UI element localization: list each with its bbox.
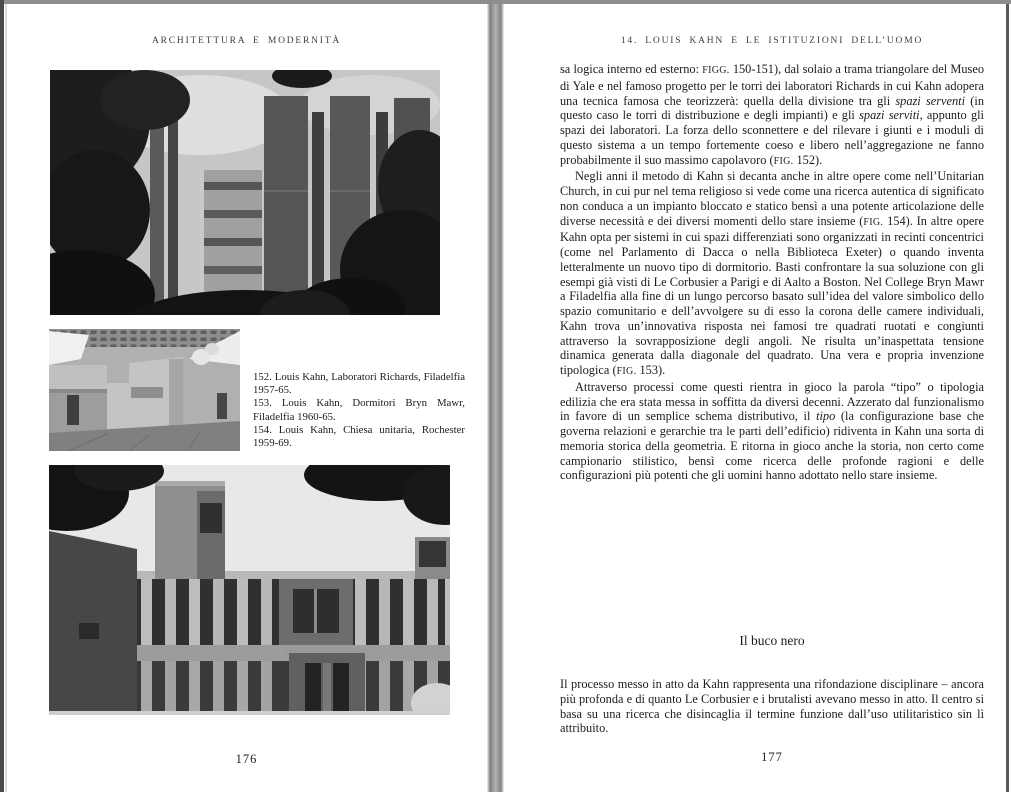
right-page [504,0,1006,792]
book-spine [487,4,504,792]
figure-unitarian-church-interior-photo [49,329,240,451]
book-right-edge [1006,4,1009,792]
paragraph: sa logica interno ed esterno: FIGG. 150-151), dal solaio a trama triangolare del Museo di Yale e nel famoso progetto per le torri dei laboratori Richards in cui Kahn adopera una tecnica famosa che teorizzerà: quella della divisione tra gli spazi serventi (in questo caso le torri di distribuzione e degli impianti) e gli spazi serviti, appunto gli spazi dei laboratori. La forza dello sconnettere e del rilevare i giunti e i moduli di questo sistema a un tempo fortemente coeso e libero nell’aggregazione ne fanno probabilmente il suo massimo capolavoro (FIG. 152). [560,62,985,167]
right-page-number: 177 [761,750,783,764]
paragraph: Negli anni il metodo di Kahn si decanta anche in altre opere come nell’Unitarian Church, in cui pur nel tema religioso si vede come una ricerca autentica di significato non conduca a un impianto bloccato e statico bensì a una potente articolazione delle diverse necessità e dei diversi momenti dello stare insieme (FIG. 154). In altre opere Kahn opta per sistemi in cui spazi differenziati sono organizzati in recinti concentrici (come nel Parlamento di Dacca o nella Biblioteca Exeter) o quando inventa letteralmente un nuovo tipo di dormitorio. Basti confrontare la sua soluzione con gli esempi già visti di Le Corbusier a Parigi e di Aalto a Boston. Nel College Bryn Mawr a Filadelfia alla fine di un lungo percorso basato sull’idea del valore simbolico dello spazio comunitario e dell’avvolgere su di esso la corona delle camere individuali, Kahn trova un’innovativa risposta nei famosi tre quadrati ruotati e congiunti attraverso la sovrapposizione degli angoli. Ne risulta un’inaspettata tensione dinamica generata dalla diagonale del quadrato. Una vera e propria invenzione tipologica (FIG. 153). [560,169,984,377]
left-page-number: 176 [235,752,258,766]
section-heading: Il buco nero [739,633,805,648]
figure-caption: 154. Louis Kahn, Chiesa unitaria, Rochester 1959-69. [253,423,465,450]
left-running-head: ARCHITETTURA E MODERNITÀ [151,36,342,46]
figure-caption: 152. Louis Kahn, Laboratori Richards, Filadelfia 1957-65. [253,371,465,397]
body-text-after-heading [560,677,984,736]
left-page [6,0,487,792]
right-running-head: 14. LOUIS KAHN E LE ISTITUZIONI DELL’UOMO [620,36,924,46]
richards-laboratories-image [50,70,440,315]
figure-richards-laboratories-photo [50,70,440,315]
body-text [560,62,984,483]
figure-captions [253,371,465,450]
figure-bryn-mawr-dormitories-photo [49,465,450,715]
figure-caption: 153. Louis Kahn, Dormitori Bryn Mawr, Filadelfia 1960-65. [253,397,465,423]
book-left-edge [0,0,4,792]
bryn-mawr-dormitories-image [49,465,450,715]
unitarian-church-interior-image [49,329,240,451]
paragraph: Attraverso processi come questi rientra in gioco la parola “tipo” o tipologia edilizia che era stata messa in soffitta da diversi decenni. Azzerato dal funzionalismo in favore di un semplice schema distributivo, il tipo (la configurazione base che governa relazioni e gerarchie tra le parti dell’edificio) ridiventa in Kahn una sorta di memoria storica della geometria. E ritorna in gioco anche la storia, non certo come campionario stilistico, bensì come ricerca delle profonde ragioni e delle configurazioni più potenti che gli uomini hanno adottato nello stare insieme. [560,379,984,483]
paragraph: Il processo messo in atto da Kahn rappresenta una rifondazione disciplinare – ancora più profonda e di quanto Le Corbusier e i brutalisti avevano messo in atto. Il centro si basa su una ricerca che disincaglia il termine funzione dall’uso utilitaristico sin lì attribuito. [560,677,984,736]
